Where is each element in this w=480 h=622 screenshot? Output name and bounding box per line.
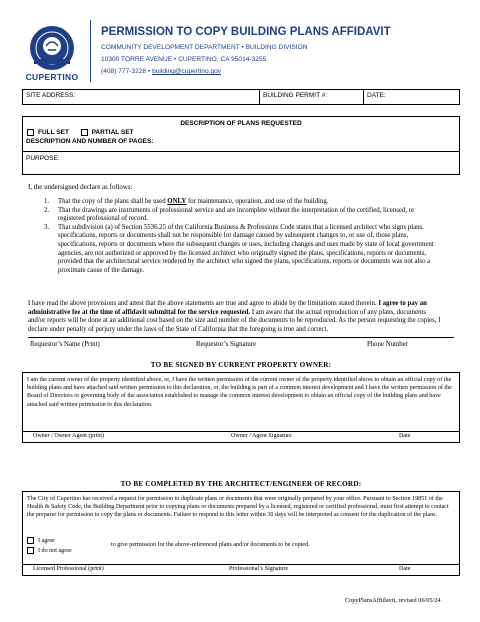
consent-text: to give permission for the above-referenced plans and/or documents to be copied. xyxy=(111,542,310,548)
partial-set-checkbox[interactable] xyxy=(81,129,88,136)
agree-option xyxy=(27,537,55,544)
plan-set-options xyxy=(27,129,134,136)
owner-signature-label: Owner / Agent Signature xyxy=(231,433,292,439)
professional-signature-line[interactable] xyxy=(23,564,459,565)
professional-date-label: Date xyxy=(399,566,411,572)
phone-text: (408) 777-3228 • xyxy=(101,68,151,75)
requestor-signature-line[interactable] xyxy=(28,337,454,338)
form-revision: CopyPlansAffidavit, revised 06/05/24 xyxy=(345,597,441,604)
owner-box xyxy=(22,372,460,443)
email-link[interactable]: building@cupertino.gov xyxy=(152,68,222,75)
owner-section-heading: TO BE SIGNED BY CURRENT PROPERTY OWNER: xyxy=(150,361,332,369)
date-field[interactable]: DATE: xyxy=(367,92,386,99)
divider xyxy=(259,90,260,104)
plans-requested-box xyxy=(22,116,460,175)
department-line: COMMUNITY DEVELOPMENT DEPARTMENT • BUILDING DIVISION xyxy=(101,44,308,51)
declaration-intro: I, the undersigned declare as follows: xyxy=(28,183,133,191)
professional-print-label: Licensed Professional (print) xyxy=(33,566,104,572)
plans-heading: DESCRIPTION OF PLANS REQUESTED xyxy=(180,120,302,127)
architect-section-heading: TO BE COMPLETED BY THE ARCHITECT/ENGINEER OF RECORD: xyxy=(120,480,362,488)
site-address-field[interactable]: SITE ADDRESS: xyxy=(26,92,76,99)
professional-signature-label: Professional’s Signature xyxy=(229,566,289,572)
building-permit-field[interactable]: BUILDING PERMIT #: xyxy=(263,92,328,99)
declaration-list xyxy=(44,198,442,275)
owner-date-label: Date xyxy=(399,433,411,439)
full-set-checkbox[interactable] xyxy=(27,129,34,136)
full-set-label: FULL SET xyxy=(38,129,69,137)
description-field[interactable]: DESCRIPTION AND NUMBER OF PAGES: xyxy=(26,138,154,145)
not-agree-checkbox[interactable] xyxy=(27,547,34,554)
address-line: 10300 TORRE AVENUE • CUPERTINO, CA 95014-3255 xyxy=(101,56,267,63)
not-agree-option xyxy=(27,547,72,554)
purpose-field[interactable]: PURPOSE: xyxy=(26,155,60,162)
partial-set-label: PARTIAL SET xyxy=(91,129,134,137)
owner-print-label: Owner / Owner Agent (print) xyxy=(33,433,105,439)
only-emphasis: ONLY xyxy=(167,198,187,205)
architect-box xyxy=(22,491,460,576)
owner-statement: I am the current owner of the property identified above, or, I have the written permission of the current owner of the property identified above to obtain an official copy of the building plans and have attached said written permission to this declaration, or, the building is part of a common interest development and I have the written permission of the Board of Directors or governing body of the association established to manage the common interest development to obtain an official copy of the building plans and have attached said written permission to this declaration. xyxy=(27,377,452,408)
list-item: 3. That subdivision (a) of Section 5536.25 of the California Business & Professions Code states that a licensed architect who signs plans, specifications, reports or documents shall not be responsible for damage caused by subsequent changes to, or use of, those plans, specifications, reports or documents where the subsequent changes or uses, including changes and uses made by state of local government agencies, are not authorized or approved by the licensed architect who originally signed the plans, specifications, reports or documents, provided that the architectural service rendered by the architect who signed the plans, specifications, reports or documents was not also a proximate cause of the damage. xyxy=(44,223,434,274)
agree-checkbox[interactable] xyxy=(27,537,34,544)
agree-label: I agree xyxy=(38,537,55,544)
requestor-signature-label: Requestor’s Signature xyxy=(196,341,257,348)
logo-wordmark: CUPERTINO xyxy=(25,72,79,82)
divider xyxy=(363,90,364,104)
phone-number-label: Phone Number xyxy=(367,341,408,348)
owner-signature-line[interactable] xyxy=(23,431,459,432)
page-title: PERMISSION TO COPY BUILDING PLANS AFFIDAVIT xyxy=(101,26,391,38)
header-divider xyxy=(90,20,91,82)
fee-statement: I agree to pay an administrative fee at the time of affidavit submittal for the service requested. xyxy=(28,300,427,316)
divider xyxy=(23,151,459,152)
attestation-paragraph: I have read the above provisions and attest that the above statements are true and agree to abide by the limitations stated therein. I agree to pay an administrative fee at the time of affidavit submittal for the service requested. I am aware that the actual reproduction of any plans, documents and/or reports will be done at an additional cost based on the size and number of the documents to be reproduced. As the person requesting the copies, I declare under penalty of perjury under the laws of the State of California that the foregoing is true and correct. xyxy=(28,300,441,333)
cupertino-seal-logo xyxy=(22,22,82,78)
not-agree-label: I do not agree xyxy=(38,547,72,554)
contact-line xyxy=(101,68,221,75)
requestor-name-label: Requestor’s Name (Print) xyxy=(30,341,100,348)
list-item: 1. That the copy of the plans shall be used ONLY for maintenance, operation, and use of the building. xyxy=(44,198,329,205)
architect-statement: The City of Cupertino has received a request for permission to duplicate plans or documents that were originally prepared by your office. Pursuant to Section 19851 of the Health & Safety Code, the Building Department prior to copying plans or documents prepared by a licensed, registered or certified professional, must first attempt to contact the preparer for permission to copy the plans or documents. Failure to respond to this letter within 30 days will be interpreted as consent for the duplication of the plans. xyxy=(27,496,449,519)
site-info-box xyxy=(22,89,460,105)
list-item: 2. That the drawings are instruments of professional service and are incomplete without the interpretation of the certified, licensed, or registered professional of record. xyxy=(44,206,415,223)
